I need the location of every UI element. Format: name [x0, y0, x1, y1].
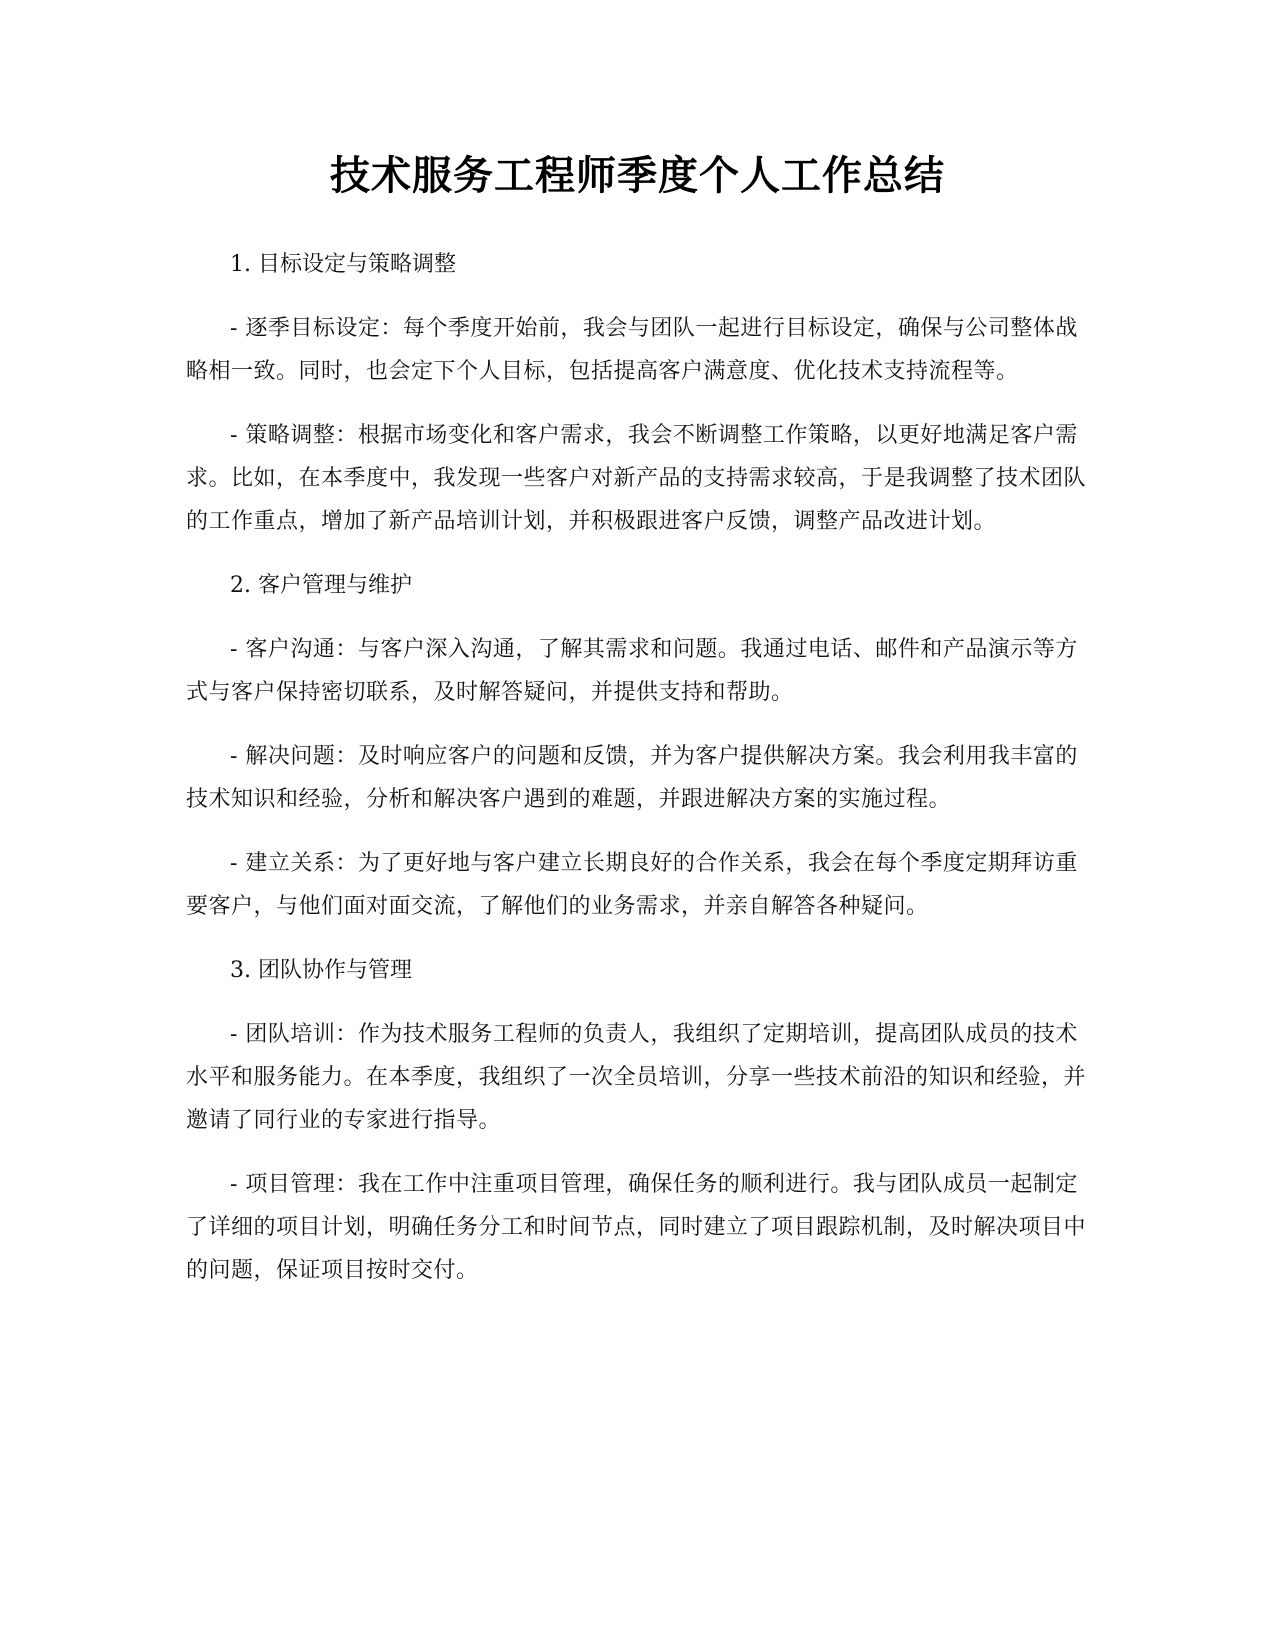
section-2-paragraph-2: - 解决问题：及时响应客户的问题和反馈，并为客户提供解决方案。我会利用我丰富的技术知识和经验，分析和解决客户遇到的难题，并跟进解决方案的实施过程。 — [186, 744, 1078, 812]
document-body — [186, 243, 1086, 1313]
section-heading-3: 3. 团队协作与管理 — [230, 958, 412, 983]
section-3-paragraph-1: - 团队培训：作为技术服务工程师的负责人，我组织了定期培训，提高团队成员的技术水平和服务能力。在本季度，我组织了一次全员培训，分享一些技术前沿的知识和经验，并邀请了同行业的专家进行指导。 — [186, 1022, 1087, 1133]
section-heading-1: 1. 目标设定与策略调整 — [230, 252, 456, 277]
section-1-paragraph-1: - 逐季目标设定：每个季度开始前，我会与团队一起进行目标设定，确保与公司整体战略相一致。同时，也会定下个人目标，包括提高客户满意度、优化技术支持流程等。 — [186, 316, 1078, 384]
section-3-paragraph-2: - 项目管理：我在工作中注重项目管理，确保任务的顺利进行。我与团队成员一起制定了详细的项目计划，明确任务分工和时间节点，同时建立了项目跟踪机制，及时解决项目中的问题，保证项目按时交付。 — [186, 1172, 1087, 1283]
section-2-paragraph-1: - 客户沟通：与客户深入沟通，了解其需求和问题。我通过电话、邮件和产品演示等方式与客户保持密切联系，及时解答疑问，并提供支持和帮助。 — [186, 637, 1078, 705]
document-title: 技术服务工程师季度个人工作总结 — [330, 153, 945, 199]
section-1-paragraph-2: - 策略调整：根据市场变化和客户需求，我会不断调整工作策略，以更好地满足客户需求。比如，在本季度中，我发现一些客户对新产品的支持需求较高，于是我调整了技术团队的工作重点，增加了新产品培训计划，并积极跟进客户反馈，调整产品改进计划。 — [186, 423, 1087, 534]
section-heading-2: 2. 客户管理与维护 — [230, 573, 412, 598]
section-2-paragraph-3: - 建立关系：为了更好地与客户建立长期良好的合作关系，我会在每个季度定期拜访重要客户，与他们面对面交流，了解他们的业务需求，并亲自解答各种疑问。 — [186, 851, 1078, 919]
